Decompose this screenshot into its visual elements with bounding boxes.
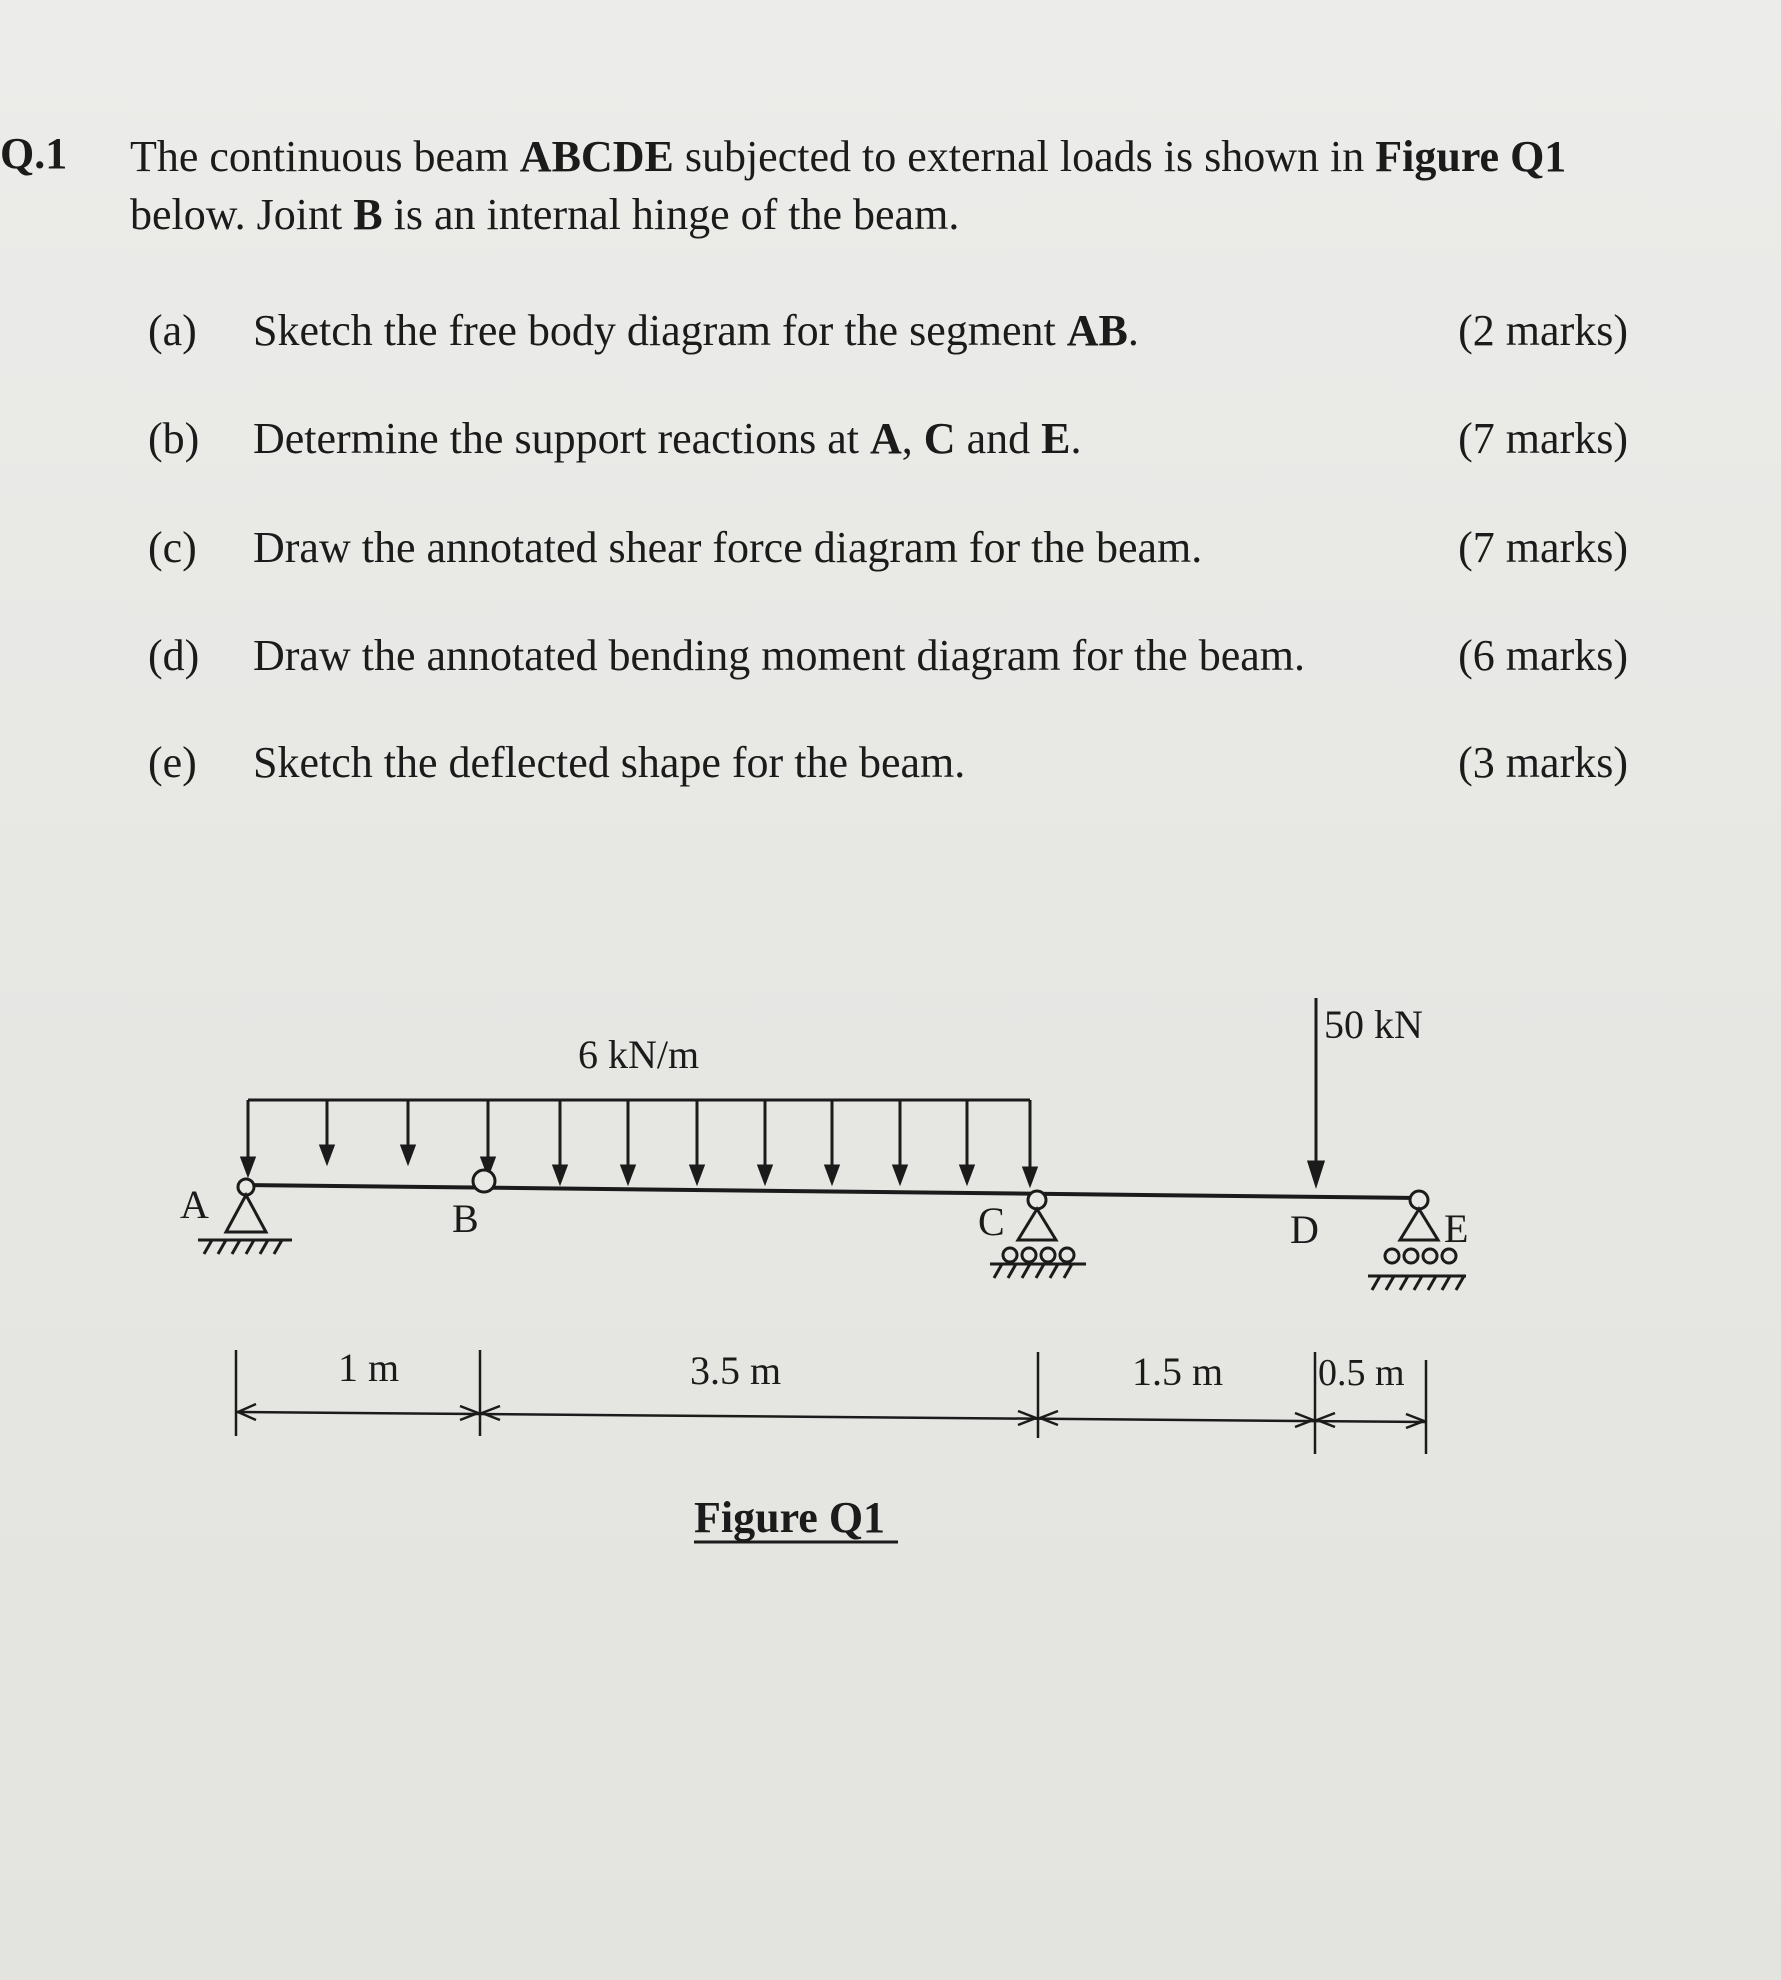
part-text: Sketch the free body diagram for the segment AB. <box>253 306 1139 355</box>
question-text: The continuous beam ABCDE subjected to external loads is shown in Figure Q1 below. Joint B is an internal hinge of the beam. <box>130 132 1567 239</box>
part-label: (a) <box>148 306 197 355</box>
node-e-label: E <box>1444 1206 1469 1251</box>
dimension-de: 0.5 m <box>1318 1352 1405 1394</box>
part-label: (e) <box>148 738 197 787</box>
dimension-bc: 3.5 m <box>690 1348 782 1393</box>
point-load <box>1309 998 1323 1184</box>
udl-arrows <box>242 1100 1036 1184</box>
node-a-label: A <box>180 1182 209 1227</box>
part-marks: (2 marks) <box>1458 306 1628 355</box>
part-marks: (3 marks) <box>1458 738 1628 787</box>
distributed-load <box>248 1100 1030 1172</box>
udl-label: 6 kN/m <box>578 1032 700 1077</box>
part-marks: (7 marks) <box>1458 414 1628 463</box>
part-text: Determine the support reactions at A, C and E. <box>253 414 1082 463</box>
point-load-label: 50 kN <box>1324 1002 1423 1047</box>
part-text: Draw the annotated bending moment diagram for the beam. <box>253 631 1305 680</box>
question-number: Q.1 <box>0 129 68 178</box>
part-text: Draw the annotated shear force diagram for the beam. <box>253 523 1203 572</box>
dimension-lines <box>236 1350 1426 1454</box>
part-label: (d) <box>148 631 200 680</box>
node-d-label: D <box>1290 1207 1319 1252</box>
part-marks: (7 marks) <box>1458 523 1628 572</box>
dimension-cd: 1.5 m <box>1132 1349 1224 1394</box>
pin-support-a <box>198 1179 292 1254</box>
beam <box>245 1185 1418 1198</box>
dimension-ab: 1 m <box>338 1345 400 1390</box>
node-c-label: C <box>978 1199 1005 1244</box>
internal-hinge-b <box>473 1170 495 1192</box>
part-label: (c) <box>148 523 197 572</box>
part-label: (b) <box>148 414 200 463</box>
part-marks: (6 marks) <box>1458 631 1628 680</box>
part-text: Sketch the deflected shape for the beam. <box>253 738 966 787</box>
node-b-label: B <box>452 1196 479 1241</box>
figure-caption: Figure Q1 <box>694 1493 886 1542</box>
